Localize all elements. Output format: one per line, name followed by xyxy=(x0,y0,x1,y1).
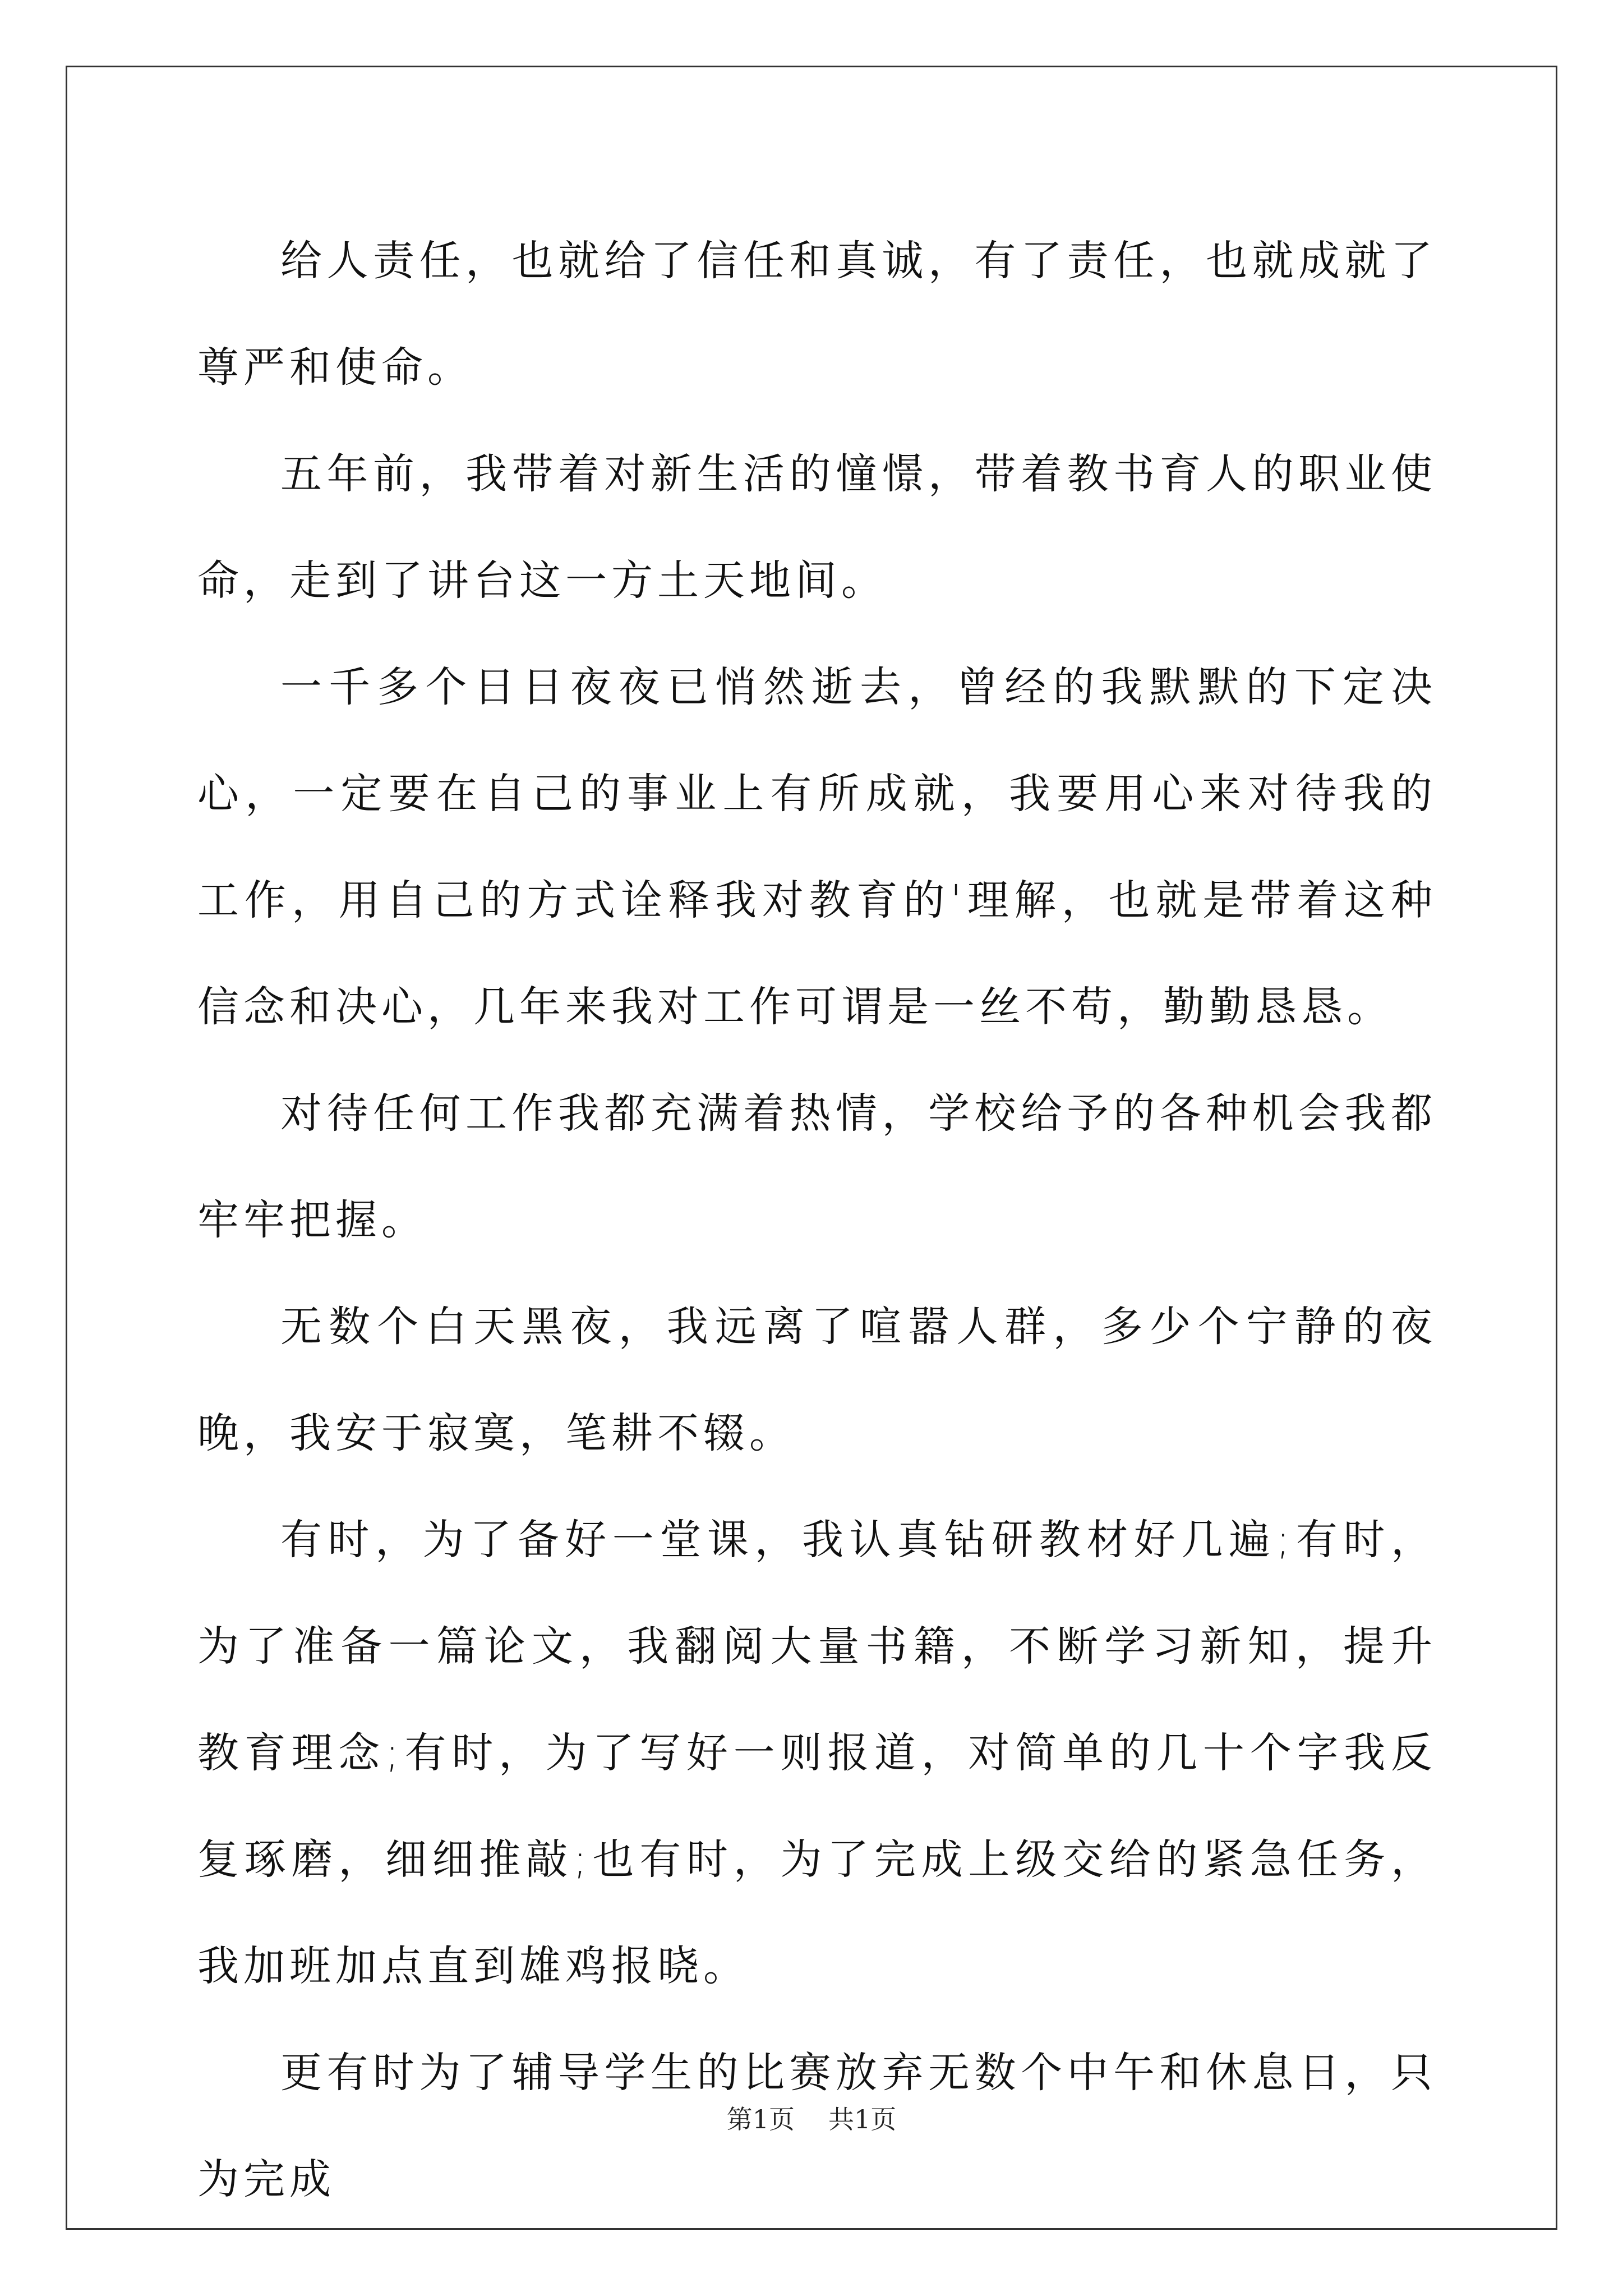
page-total: 共1页 xyxy=(828,2104,897,2134)
page-footer xyxy=(0,2099,1623,2136)
paragraph-4: 对待任何工作我都充满着热情，学校给予的各种机会我都牢牢把握。 xyxy=(197,1089,1437,1244)
paragraph-7: 更有时为了辅导学生的比赛放弃无数个中午和休息日，只为完成 xyxy=(197,2049,1437,2203)
document-body xyxy=(197,208,1437,2233)
paragraph-6: 有时，为了备好一堂课，我认真钻研教材好几遍;有时，为了准备一篇论文，我翻阅大量书籍，不断学习新知，提升教育理念;有时，为了写好一则报道，对简单的几十个字我反复琢磨，细细推敲;也有时，为了完成上级交给的紧急任务，我加班加点直到雄鸡报晓。 xyxy=(197,1516,1437,1990)
paragraph-5: 无数个白天黑夜，我远离了喧嚣人群，多少个宁静的夜晚，我安于寂寞，笔耕不辍。 xyxy=(197,1303,1437,1457)
paragraph-2: 五年前，我带着对新生活的憧憬，带着教书育人的职业使命，走到了讲台这一方土天地间。 xyxy=(197,450,1437,605)
page-number: 第1页 xyxy=(726,2104,795,2134)
paragraph-3: 一千多个日日夜夜已悄然逝去，曾经的我默默的下定决心，一定要在自己的事业上有所成就，我要用心来对待我的工作，用自己的方式诠释我对教育的'理解，也就是带着这种信念和决心，几年来我对工作可谓是一丝不苟，勤勤恳恳。 xyxy=(197,663,1437,1031)
paragraph-1: 给人责任，也就给了信任和真诚，有了责任，也就成就了尊严和使命。 xyxy=(197,237,1437,392)
